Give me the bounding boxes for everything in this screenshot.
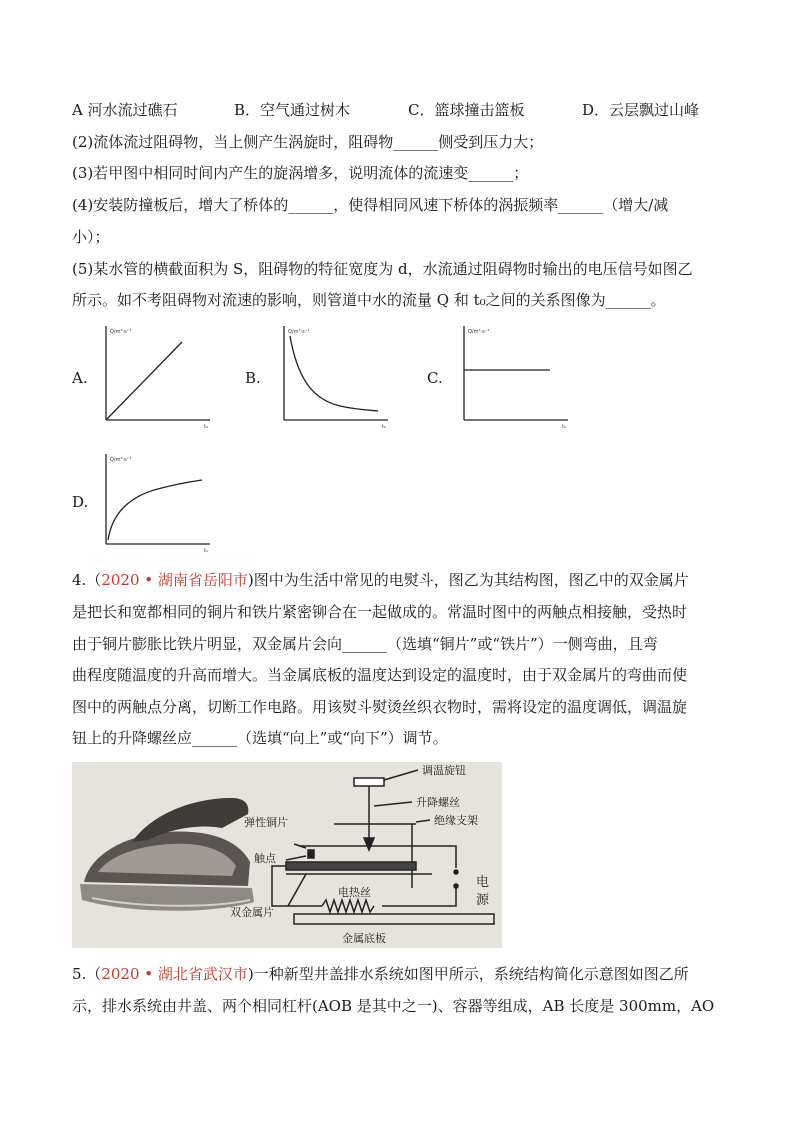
label-screw: 升降螺丝 [416, 796, 460, 809]
label-base: 金属底板 [342, 932, 386, 945]
label-power-2: 源 [476, 893, 490, 908]
choice-a: A 河水流过礁石 [72, 101, 178, 119]
curve-linear [106, 342, 182, 420]
label-bracket: 绝缘支架 [434, 814, 478, 827]
q4-line4: 曲程度随温度的升高而增大。当金属底板的温度达到设定的温度时，由于双金属片的弯曲而使 [72, 666, 688, 684]
graph-d [92, 450, 218, 558]
q5-source: 2020 • 湖北省武汉市 [101, 965, 248, 983]
q3-part-4-line1: (4)安装防撞板后，增大了桥体的______，使得相同风速下桥体的涡振频率______（增大/减 [72, 196, 669, 214]
q4-source: 2020 • 湖南省岳阳市 [101, 571, 248, 589]
x-axis-label: t₀ [204, 424, 208, 430]
q3-part-2: (2)流体流过阻碍物，当上侧产生涡旋时，阻碍物______侧受到压力大； [72, 133, 544, 151]
y-axis-label: Q/m³·s⁻¹ [110, 329, 132, 335]
graph-a-label: A. [72, 369, 88, 387]
label-bimetal: 双金属片 [230, 906, 274, 919]
y-axis-label: Q/m³·s⁻¹ [288, 329, 310, 335]
q4-line5: 图中的两触点分离，切断工作电路。用该熨斗熨烫丝织衣物时，需将设定的温度调低，调温旋 [72, 698, 688, 716]
x-axis-label: t₀ [562, 424, 566, 430]
q5-line1 [72, 964, 689, 984]
x-axis-label: t₀ [204, 548, 208, 554]
metal-base [294, 914, 494, 924]
structure-diagram [272, 770, 494, 924]
curve-inverse [290, 336, 378, 411]
choice-b: B．空气通过树木 [234, 101, 351, 119]
q5-line2: 示，排水系统由井盖、两个相同杠杆(AOB 是其中之一)、容器等组成，AB 长度是 300mm，AO [72, 997, 715, 1015]
label-contact: 触点 [254, 852, 276, 865]
q4-number: 4.（ [72, 571, 102, 589]
q3-part-5-line2: 所示。如不考阻碍物对流速的影响，则管道中水的流量 Q 和 t₀之间的关系图像为______。 [72, 291, 666, 309]
temperature-knob [354, 778, 384, 786]
label-power-1: 电 [476, 875, 490, 890]
graph-a [92, 322, 218, 430]
q3-part-4-line2: 小）； [72, 228, 110, 246]
q4-line2: 是把长和宽都相同的铜片和铁片紧密铆合在一起做成的。常温时图中的两触点相接触，受热时 [72, 603, 688, 621]
label-knob: 调温旋钮 [422, 764, 466, 777]
graph-c-label: C. [427, 369, 443, 387]
q3-part-3: (3)若甲图中相同时间内产生的旋涡增多，说明流体的流速变______； [72, 164, 529, 182]
curve-sqrt [108, 480, 202, 540]
graph-b-label: B. [245, 369, 261, 387]
q4-line1 [72, 570, 689, 590]
iron-figure [72, 762, 502, 948]
graph-c [450, 322, 576, 430]
q3-part-5-line1: (5)某水管的横截面积为 S，阻碍物的特征宽度为 d，水流通过阻碍物时输出的电压信号如图乙 [72, 260, 693, 278]
choice-c: C．篮球撞击篮板 [408, 101, 525, 119]
y-axis-label: Q/m³·s⁻¹ [110, 457, 132, 463]
q4-line6: 钮上的升降螺丝应______（选填“向上”或“向下”）调节。 [72, 729, 448, 747]
q5-line1-text: )一种新型井盖排水系统如图甲所示，系统结构简化示意图如图乙所 [247, 965, 689, 983]
iron-icon [80, 798, 254, 911]
iron-diagram [72, 762, 502, 948]
label-heater: 电热丝 [338, 886, 371, 899]
label-copper: 弹性铜片 [244, 816, 288, 829]
graph-d-label: D. [72, 493, 89, 511]
x-axis-label: t₀ [382, 424, 386, 430]
q4-line3: 由于铜片膨胀比铁片明显，双金属片会向______（选填“铜片”或“铁片”）一侧弯曲，且弯 [72, 635, 658, 653]
graph-b [270, 322, 396, 430]
heater-wire [322, 900, 374, 912]
bimetal-strip [286, 862, 416, 870]
y-axis-label: Q/m³·s⁻¹ [468, 329, 490, 335]
choice-d: D．云层飘过山峰 [582, 101, 700, 119]
contact-point [308, 850, 314, 858]
q4-line1-text: )图中为生活中常见的电熨斗，图乙为其结构图，图乙中的双金属片 [247, 571, 689, 589]
q5-number: 5.（ [72, 965, 102, 983]
